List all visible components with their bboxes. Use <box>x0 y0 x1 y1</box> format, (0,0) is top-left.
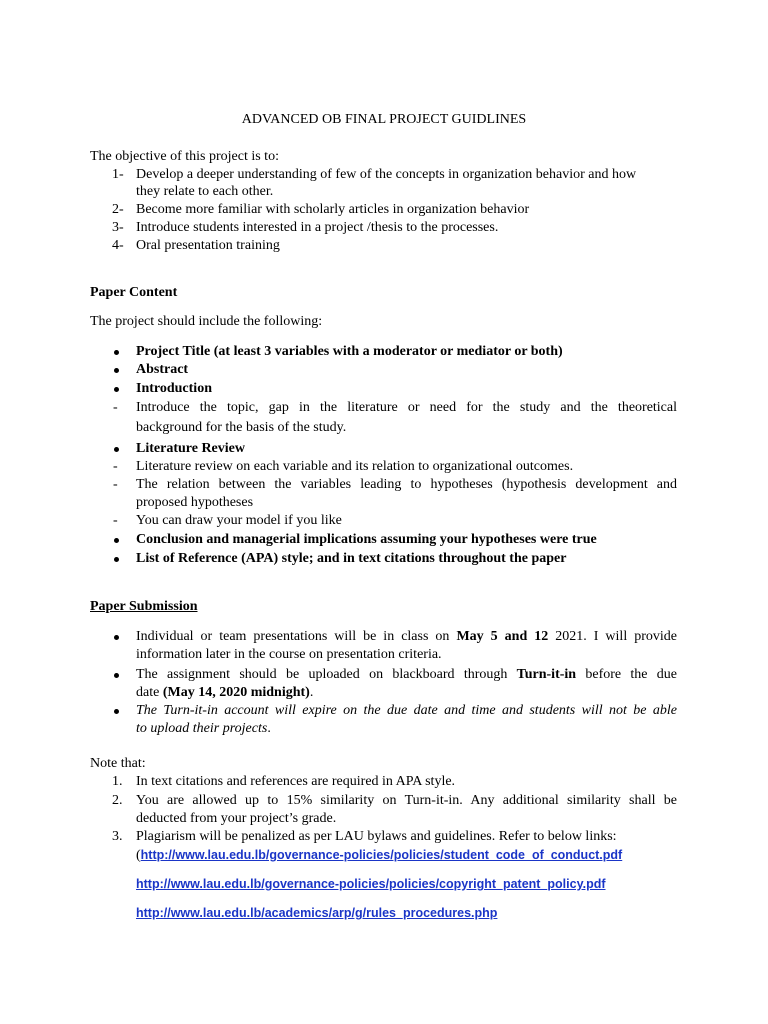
content-item-introduction: Introduction <box>136 381 212 396</box>
lit-detail-1: Literature review on each variable and its relation to organizational outcomes. <box>136 459 574 474</box>
bullet-icon <box>114 350 119 355</box>
objective-text: Develop a deeper understanding of few of the concepts in organization behavior and how <box>136 167 637 182</box>
bullet-icon <box>114 368 119 373</box>
content-item-abstract: Abstract <box>136 362 189 377</box>
rules-procedures-link[interactable]: http://www.lau.edu.lb/academics/arp/g/rules_procedures.php <box>136 906 498 920</box>
lit-detail-3: You can draw your model if you like <box>136 513 342 528</box>
bullet-icon <box>114 709 119 714</box>
bullet-icon <box>114 538 119 543</box>
note-3: Plagiarism will be penalized as per LAU bylaws and guidelines. Refer to below links: <box>136 829 617 844</box>
bullet-icon <box>114 635 119 640</box>
intro-detail-line2: background for the basis of the study. <box>136 420 347 435</box>
objective-number: 1- <box>112 167 124 182</box>
objective-number: 2- <box>112 202 124 217</box>
lit-detail-2-line2: proposed hypotheses <box>136 495 254 510</box>
submission-item-3-line1: The Turn-it-in account will expire on the due date and time and students will not be able <box>136 703 677 718</box>
objective-text: Introduce students interested in a project /thesis to the processes. <box>136 220 499 235</box>
dash-marker: - <box>113 400 118 415</box>
content-item-conclusion: Conclusion and managerial implications assuming your hypotheses were true <box>136 532 597 547</box>
dash-marker: - <box>113 459 118 474</box>
objective-text-cont: they relate to each other. <box>136 184 274 199</box>
open-paren: ( <box>136 848 141 863</box>
submission-item-3-line2: to upload their projects. <box>136 721 271 736</box>
note-2-line1: You are allowed up to 15% similarity on Turn-it-in. Any additional similarity shall be <box>136 793 677 808</box>
content-item-references: List of Reference (APA) style; and in text citations throughout the paper <box>136 551 567 566</box>
paper-content-heading: Paper Content <box>90 285 178 300</box>
link-row-3 <box>136 904 497 923</box>
objective-intro: The objective of this project is to: <box>90 149 279 164</box>
student-code-of-conduct-link[interactable]: http://www.lau.edu.lb/governance-policies/policies/student_code_of_conduct.pdf <box>140 848 623 862</box>
content-item-literature-review: Literature Review <box>136 441 245 456</box>
bullet-icon <box>114 557 119 562</box>
document-title: ADVANCED OB FINAL PROJECT GUIDLINES <box>241 112 527 127</box>
lit-detail-2-line1: The relation between the variables leading to hypotheses (hypothesis development and <box>136 477 677 492</box>
bullet-icon <box>114 447 119 452</box>
link-row-2 <box>136 875 606 894</box>
objective-text: Oral presentation training <box>136 238 280 253</box>
dash-marker: - <box>113 477 118 492</box>
objective-number: 3- <box>112 220 124 235</box>
submission-item-2-line2: date (May 14, 2020 midnight). <box>136 685 314 700</box>
note-2-line2: deducted from your project’s grade. <box>136 811 337 826</box>
note-intro: Note that: <box>90 756 146 771</box>
intro-detail-line1: Introduce the topic, gap in the literature or need for the study and the theoretical <box>136 400 677 415</box>
note-1: In text citations and references are required in APA style. <box>136 774 456 789</box>
bullet-icon <box>114 673 119 678</box>
content-item-project-title: Project Title (at least 3 variables with a moderator or mediator or both) <box>136 344 563 359</box>
link-row-1 <box>136 846 622 865</box>
bullet-icon <box>114 387 119 392</box>
content-intro: The project should include the following: <box>90 314 323 329</box>
submission-item-1-line2: information later in the course on presentation criteria. <box>136 647 442 662</box>
note-number: 2. <box>112 793 123 808</box>
note-number: 1. <box>112 774 123 789</box>
paper-submission-heading: Paper Submission <box>90 599 198 614</box>
objective-number: 4- <box>112 238 124 253</box>
submission-item-2-line1: The assignment should be uploaded on blackboard through Turn-it-in before the due <box>136 667 677 682</box>
dash-marker: - <box>113 513 118 528</box>
objective-text: Become more familiar with scholarly articles in organization behavior <box>136 202 530 217</box>
note-number: 3. <box>112 829 123 844</box>
submission-item-1-line1: Individual or team presentations will be in class on May 5 and 12 2021. I will provide <box>136 629 677 644</box>
copyright-patent-policy-link[interactable]: http://www.lau.edu.lb/governance-policies/policies/copyright_patent_policy.pdf <box>136 877 606 891</box>
